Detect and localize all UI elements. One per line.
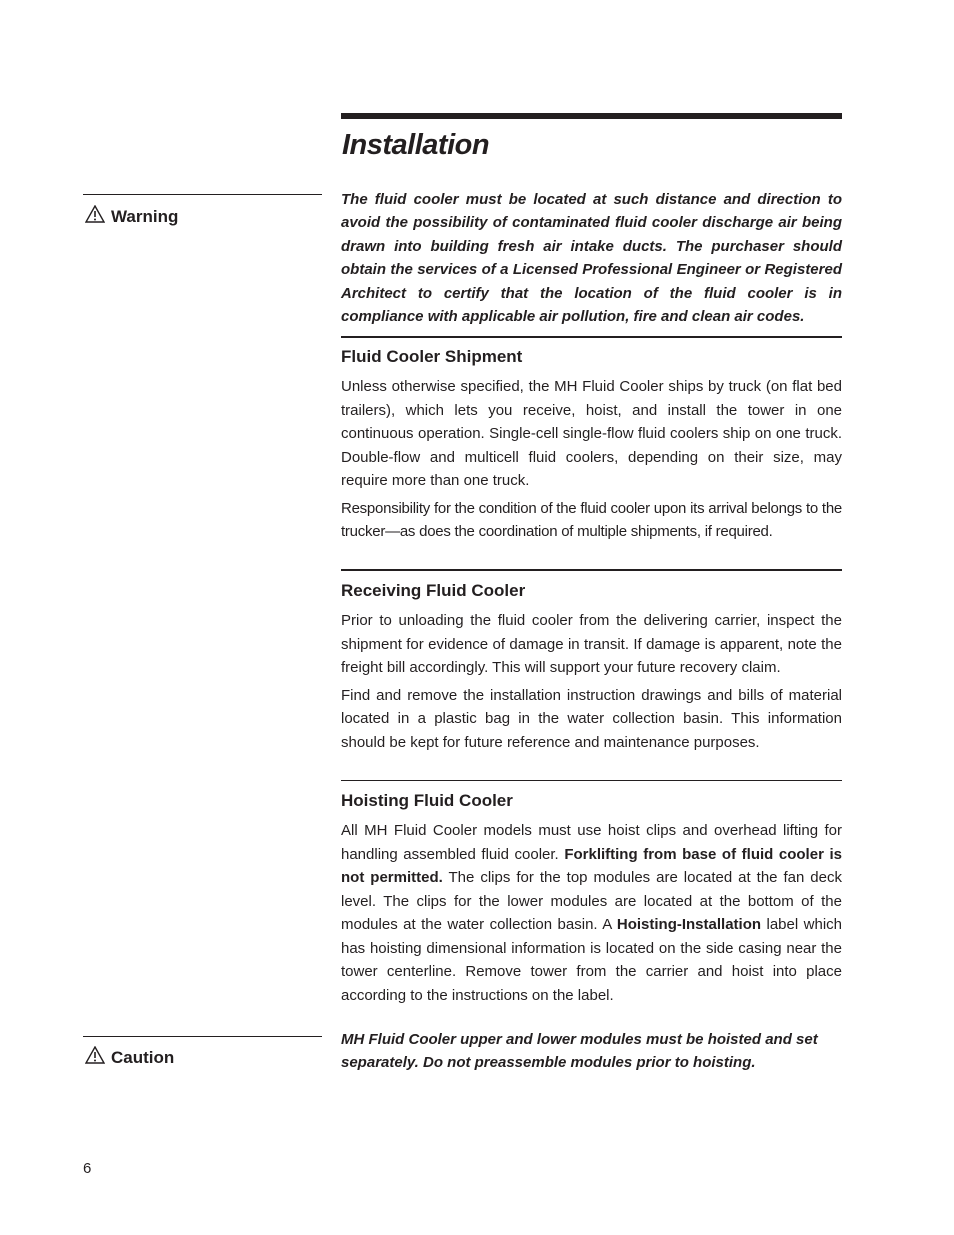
- paragraph: Responsibility for the condition of the fluid cooler upon its arrival belongs to the trucker—as does the coordination of multiple shipments, if required.: [341, 499, 842, 540]
- bold-text: Hoisting-Installation: [616, 916, 762, 933]
- section-rule: [341, 780, 842, 781]
- caution-label-text: Caution: [111, 1047, 175, 1067]
- warning-label-text: Warning: [111, 206, 179, 226]
- page-title: Installation: [342, 129, 490, 161]
- section-receiving: [341, 580, 842, 754]
- caution-triangle-icon: [85, 1046, 105, 1069]
- warning-text: The fluid cooler must be located at such distance and direction to avoid the possibility of contaminated fluid cooler discharge air being drawn into building fresh air intake ducts. The purchaser should obtain the services of a Licensed Professional Engineer or Registered Architect to certify that the location of the fluid cooler is in compliance with applicable air pollution, fire and clean air codes.: [341, 191, 842, 326]
- section-rule: [341, 569, 842, 571]
- paragraph: Prior to unloading the fluid cooler from the delivering carrier, inspect the shipment for evidence of damage in transit. If damage is apparent, note the freight bill accordingly. This will support your future recovery claim.: [341, 612, 842, 676]
- title-rule: [341, 113, 842, 119]
- paragraph: All MH Fluid Cooler models must use hoist clips and overhead lifting for handling assembled fluid cooler. Forklifting from base of fluid cooler is not permitted. The clips for the top modules are located at the fan deck level. The clips for the lower modules are located at the bottom of the modules at the water collection basin. A Hoisting-Installation label which has hoisting dimensional information is located on the side casing near the tower centerline. Remove tower from the carrier and hoist into place according to the instructions on the label.: [341, 822, 843, 1004]
- paragraph: Unless otherwise specified, the MH Fluid Cooler ships by truck (on flat bed trailers), which lets you receive, hoist, and install the tower in one continuous operation. Single-cell single-flow fluid coolers ship on one truck. Double-flow and multicell fluid coolers, depending on their size, may require more than one truck.: [341, 378, 842, 489]
- section-shipment: [341, 346, 842, 544]
- caution-rule: [83, 1036, 322, 1037]
- caution-text: MH Fluid Cooler upper and lower modules must be hoisted and set separately. Do not preassemble modules prior to hoisting.: [341, 1031, 818, 1072]
- warning-rule: [83, 194, 322, 195]
- caution-block: [341, 1028, 842, 1075]
- section-rule: [341, 336, 842, 338]
- section-heading: Hoisting Fluid Cooler: [341, 791, 513, 810]
- paragraph: Find and remove the installation instruction drawings and bills of material located in a plastic bag in the water collection basin. This information should be kept for future reference and maintenance purposes.: [341, 686, 842, 751]
- warning-block: [341, 188, 842, 328]
- caution-label: [85, 1046, 174, 1069]
- bold-text: Forklifting from base of fluid cooler is not permitted.: [341, 845, 843, 886]
- section-heading: Fluid Cooler Shipment: [341, 347, 523, 366]
- section-heading: Receiving Fluid Cooler: [341, 581, 526, 600]
- warning-triangle-icon: [85, 205, 105, 228]
- warning-label: [85, 205, 178, 228]
- section-hoisting: [341, 790, 842, 1007]
- page-number: 6: [83, 1160, 92, 1177]
